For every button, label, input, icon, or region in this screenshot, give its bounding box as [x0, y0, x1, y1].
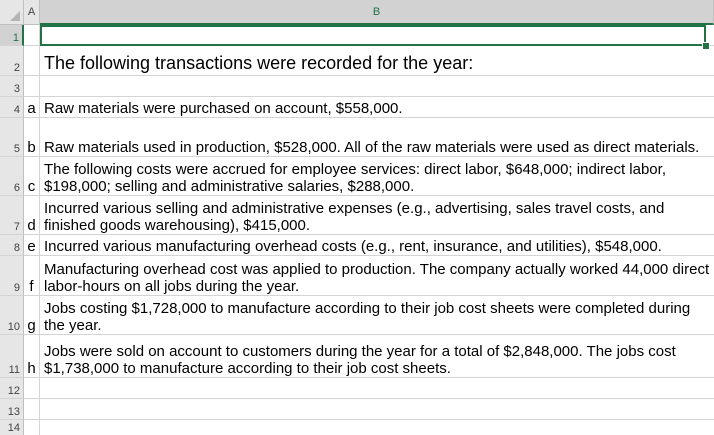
sheet-row — [24, 335, 714, 378]
row-header[interactable]: 9 — [0, 256, 24, 296]
sheet-row — [24, 378, 714, 399]
sheet-row — [24, 399, 714, 420]
sheet-row — [24, 256, 714, 296]
row-header[interactable]: 1 — [0, 25, 24, 46]
cell-text: Incurred various manufacturing overhead costs (e.g., rent, insurance, and utilities), $548,000. — [44, 238, 662, 255]
cell-a[interactable]: a — [24, 97, 40, 118]
cell-b[interactable] — [40, 46, 714, 76]
row-header[interactable]: 7 — [0, 196, 24, 235]
cell-b[interactable] — [40, 335, 714, 378]
sheet-row — [24, 296, 714, 335]
cell-a[interactable] — [24, 378, 40, 399]
cell-a[interactable]: e — [24, 235, 40, 256]
active-cell-selection[interactable] — [40, 25, 706, 46]
fill-handle[interactable] — [702, 42, 710, 50]
sheet-row — [24, 420, 714, 435]
cell-b[interactable] — [40, 378, 714, 399]
cell-b[interactable] — [40, 256, 714, 296]
row-header[interactable]: 14 — [0, 420, 24, 435]
row-header[interactable]: 6 — [0, 157, 24, 196]
cell-b[interactable] — [40, 296, 714, 335]
cell-text: The following costs were accrued for employee services: direct labor, $648,000; indirect labor, $198,000; selling and administrative salaries, $288,000. — [44, 161, 666, 195]
cell-text: Incurred various selling and administrative expenses (e.g., advertising, sales travel costs, and finished goods warehousing), $415,000. — [44, 200, 665, 234]
row-header[interactable]: 5 — [0, 118, 24, 157]
cell-a[interactable] — [24, 25, 40, 46]
cell-a[interactable]: d — [24, 196, 40, 235]
cell-a[interactable]: g — [24, 296, 40, 335]
cell-b[interactable] — [40, 196, 714, 235]
cell-text: Jobs costing $1,728,000 to manufacture according to their job cost sheets were completed during the year. — [44, 300, 691, 334]
row-header[interactable]: 4 — [0, 97, 24, 118]
column-header-a[interactable]: A — [24, 0, 40, 25]
cell-text: Raw materials were purchased on account, $558,000. — [44, 100, 403, 117]
cell-b[interactable] — [40, 97, 714, 118]
column-header-b[interactable]: B — [40, 0, 714, 25]
cell-b[interactable] — [40, 399, 714, 420]
cell-b[interactable] — [40, 118, 714, 157]
sheet-row — [24, 76, 714, 97]
cell-b[interactable] — [40, 157, 714, 196]
sheet-title: The following transactions were recorded for the year: — [44, 53, 474, 73]
row-header[interactable]: 11 — [0, 335, 24, 378]
cell-a[interactable]: c — [24, 157, 40, 196]
sheet-row — [24, 118, 714, 157]
cell-b[interactable] — [40, 76, 714, 97]
cell-b[interactable] — [40, 420, 714, 435]
sheet-row — [24, 157, 714, 196]
row-header[interactable]: 3 — [0, 76, 24, 97]
row-header[interactable]: 13 — [0, 399, 24, 420]
cell-b[interactable] — [40, 235, 714, 256]
row-header[interactable]: 12 — [0, 378, 24, 399]
cell-a[interactable] — [24, 76, 40, 97]
sheet-row — [24, 235, 714, 256]
cell-a[interactable]: f — [24, 256, 40, 296]
cell-a[interactable] — [24, 399, 40, 420]
cell-a[interactable] — [24, 46, 40, 76]
row-header[interactable]: 8 — [0, 235, 24, 256]
row-header[interactable]: 10 — [0, 296, 24, 335]
select-all-corner[interactable] — [0, 0, 24, 25]
cell-a[interactable]: h — [24, 335, 40, 378]
sheet-row — [24, 46, 714, 76]
select-all-triangle-icon — [10, 11, 20, 21]
cell-text: Raw materials used in production, $528,000. All of the raw materials were used as direct materials. — [44, 139, 700, 156]
cell-a[interactable] — [24, 420, 40, 435]
sheet-row — [24, 196, 714, 235]
cell-a[interactable]: b — [24, 118, 40, 157]
sheet-row — [24, 97, 714, 118]
row-header[interactable]: 2 — [0, 46, 24, 76]
cell-text: Manufacturing overhead cost was applied to production. The company actually worked 44,000 direct labor-hours on all jobs during the year. — [44, 261, 710, 295]
cell-text: Jobs were sold on account to customers during the year for a total of $2,848,000. The jobs cost $1,738,000 to manufacture according to their job cost sheets. — [44, 343, 676, 377]
